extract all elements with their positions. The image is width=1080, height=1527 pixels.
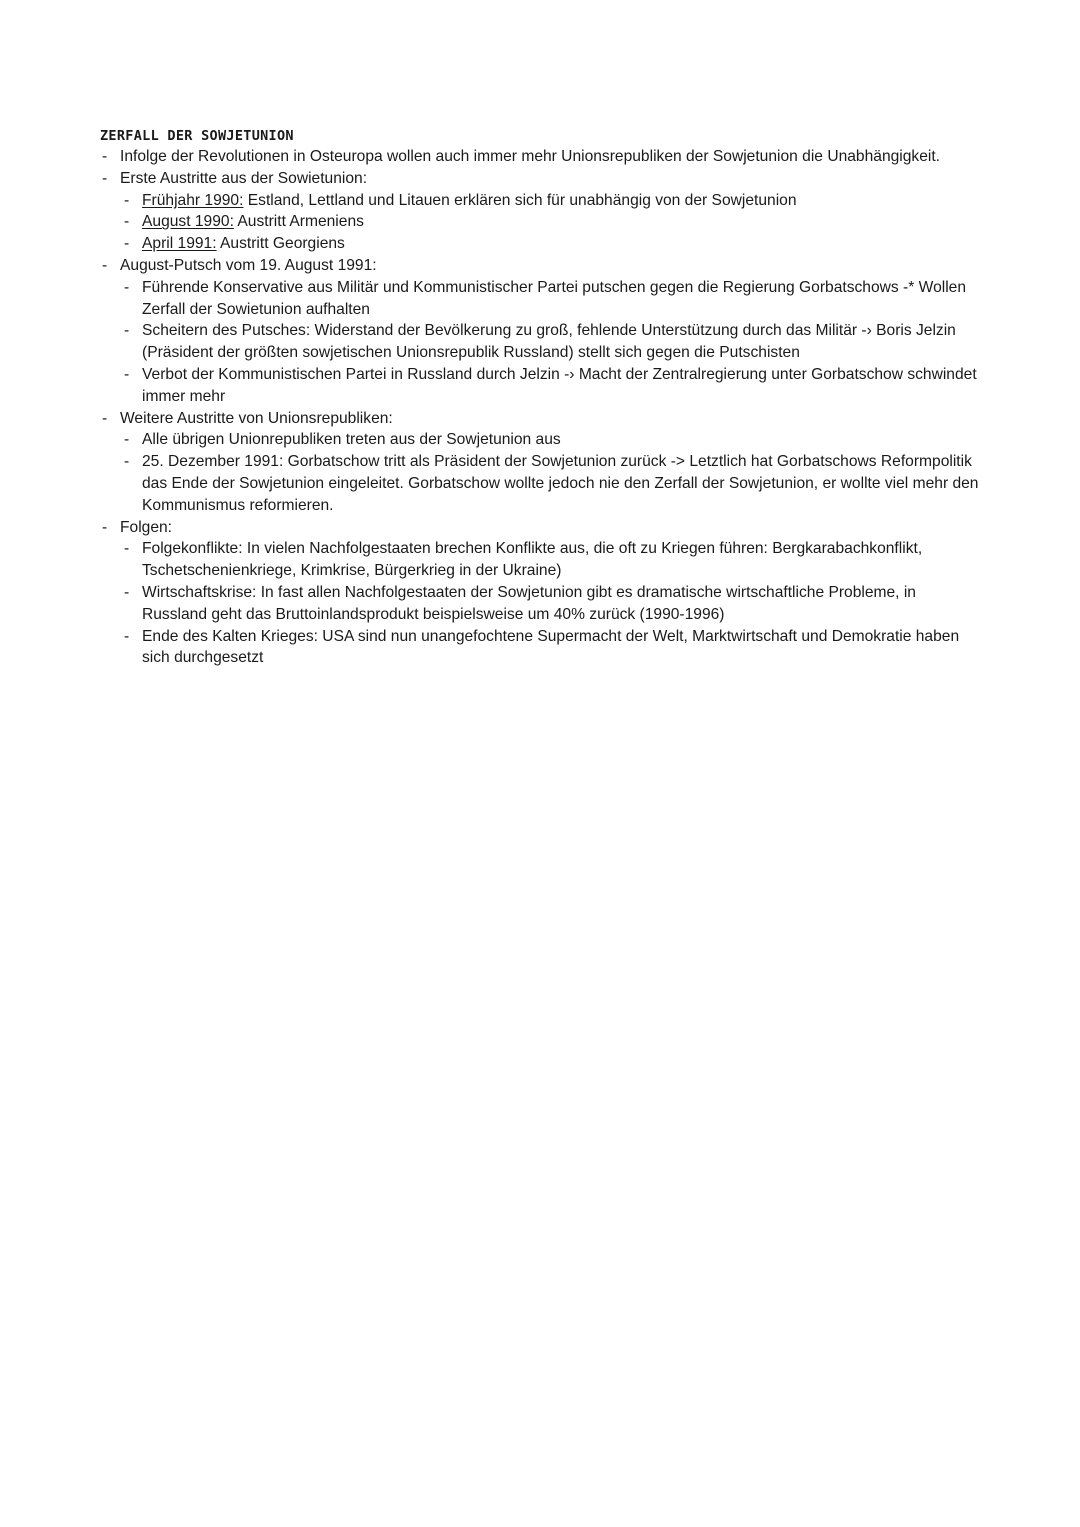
item-text: Alle übrigen Unionrepubliken treten aus der Sowjetunion aus xyxy=(142,431,561,449)
item-text: Scheitern des Putsches: Widerstand der Bevölkerung zu groß, fehlende Unterstützung durch das Militär -› Boris Jelzin (Präsident der größten sowjetischen Unionsrepublik Russland) stellt sich gegen die Putschisten xyxy=(142,322,956,362)
bullet-dash: - xyxy=(124,627,130,645)
bullet-dash: - xyxy=(124,540,130,558)
sub-item-wirtschaftskrise xyxy=(100,582,980,626)
bullet-dash: - xyxy=(124,322,130,340)
item-text: 25. Dezember 1991: Gorbatschow tritt als Präsident der Sowjetunion zurück -> Letztlich hat Gorbatschows Reformpolitik das Ende der Sowjetunion eingeleitet. Gorbatschow wollte jedoch nie den Zerfall der Sowjetunion, er wollte viel mehr den Kommunismus reformieren. xyxy=(142,453,979,514)
bullet-dash: - xyxy=(102,148,108,165)
bullet-dash: - xyxy=(102,256,108,274)
bullet-dash: - xyxy=(102,518,108,536)
item-text: Estland, Lettland und Litauen erklären sich für unabhängig von der Sowjetunion xyxy=(243,191,797,209)
item-text: August-Putsch vom 19. August 1991: xyxy=(120,256,377,274)
item-text: Austritt Armeniens xyxy=(233,213,364,231)
list-item-weitere-austritte xyxy=(100,408,980,430)
item-text: Ende des Kalten Krieges: USA sind nun unangefochtene Supermacht der Welt, Marktwirtschaft und Demokratie haben sich durchgesetzt xyxy=(142,627,960,667)
item-text: Folgen: xyxy=(120,518,173,536)
bullet-dash: - xyxy=(124,453,130,471)
sub-item-uebrige-republiken xyxy=(100,429,980,451)
sub-item-verbot-kpdsu xyxy=(100,364,980,408)
item-text: Folgekonflikte: In vielen Nachfolgestaaten brechen Konflikte aus, die oft zu Kriegen führen: Bergkarabachkonflikt, Tschetschenienkriege, Krimkrise, Bürgerkrieg in der Ukraine) xyxy=(142,540,923,580)
list-item-erste-austritte xyxy=(100,168,980,190)
date-label: August 1990: xyxy=(142,213,234,231)
bullet-dash: - xyxy=(124,191,130,209)
date-label: Frühjahr 1990: xyxy=(142,191,244,209)
sub-item-ruecktritt-gorbatschow xyxy=(100,451,980,516)
date-label: April 1991: xyxy=(142,235,217,253)
item-text: Infolge der Revolutionen in Osteuropa wollen auch immer mehr Unionsrepubliken der Sowjetunion die Unabhängigkeit. xyxy=(120,148,941,165)
bullet-dash: - xyxy=(102,169,108,187)
sub-item-folgekonflikte xyxy=(100,538,980,582)
sub-item-fuehrende-konservative xyxy=(100,277,980,321)
sub-item-fruehjahr-1990 xyxy=(100,190,980,212)
item-text: Austritt Georgiens xyxy=(216,235,345,253)
list-item-unabhaengigkeit xyxy=(100,146,980,168)
item-text: Weitere Austritte von Unionsrepubliken: xyxy=(120,409,393,427)
bullet-dash: - xyxy=(124,235,130,253)
sub-item-scheitern-putsch xyxy=(100,320,980,364)
document-content xyxy=(100,126,980,669)
list-item-august-putsch xyxy=(100,255,980,277)
sub-item-august-1990 xyxy=(100,211,980,233)
sub-item-ende-kalter-krieg xyxy=(100,626,980,670)
bullet-dash: - xyxy=(124,278,130,296)
sub-item-april-1991 xyxy=(100,233,980,255)
list-item-folgen xyxy=(100,517,980,539)
bullet-dash: - xyxy=(102,409,108,427)
item-text: Wirtschaftskrise: In fast allen Nachfolgestaaten der Sowjetunion gibt es dramatische wirtschaftliche Probleme, in Russland geht das Bruttoinlandsprodukt beispielsweise um 40% zurück (1990-1996) xyxy=(142,583,916,623)
bullet-dash: - xyxy=(124,583,130,601)
document-title: ZERFALL DER SOWJETUNION xyxy=(100,128,294,144)
item-text: Erste Austritte aus der Sowietunion: xyxy=(120,169,368,187)
main-list xyxy=(100,146,980,669)
bullet-dash: - xyxy=(124,431,130,449)
item-text: Führende Konservative aus Militär und Kommunistischer Partei putschen gegen die Regierung Gorbatschows -* Wollen Zerfall der Sowietunion aufhalten xyxy=(142,278,967,318)
bullet-dash: - xyxy=(124,213,130,231)
item-text: Verbot der Kommunistischen Partei in Russland durch Jelzin -› Macht der Zentralregierung unter Gorbatschow schwindet immer mehr xyxy=(142,365,977,405)
bullet-dash: - xyxy=(124,365,130,383)
